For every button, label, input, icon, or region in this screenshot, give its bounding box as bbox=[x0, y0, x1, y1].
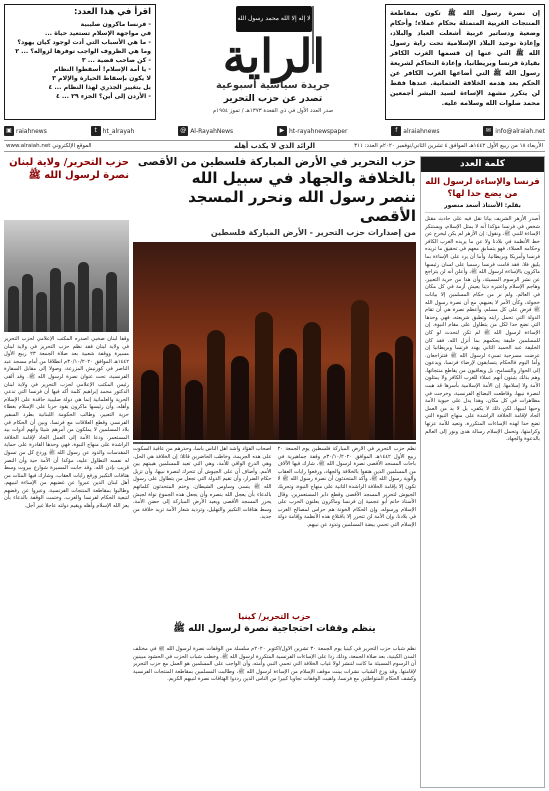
secondary-title[interactable]: ينظم وقفات احتجاجية نصرة لرسول الله ﷺ bbox=[173, 623, 376, 634]
contents-title: اقرأ في هذا العدد: bbox=[73, 7, 151, 17]
crowd-figure bbox=[185, 380, 203, 440]
crowd-figure bbox=[8, 286, 19, 332]
contents-item[interactable]: وما هي الظروف الواجب توفرها لزواله؟ ... ٢ bbox=[15, 48, 151, 55]
motto: الرائد الذي لا يكذب أهله bbox=[233, 142, 316, 150]
crowd-figure bbox=[78, 262, 89, 332]
contents-item[interactable]: - يا أمة الإسلام! أسقطوا النظام bbox=[53, 66, 151, 73]
logo-wordmark: الراية bbox=[222, 29, 326, 83]
crowd-figure bbox=[395, 336, 413, 440]
contents-item[interactable]: لا يكون بإسقاط الحيارة والإلام ٣ bbox=[52, 75, 151, 82]
masthead bbox=[4, 4, 545, 120]
contents-item[interactable]: - فرنسا ماكرون صليبية bbox=[80, 21, 151, 28]
issue-info-bar bbox=[4, 140, 545, 152]
crowd-figure bbox=[303, 322, 321, 440]
main-headline-line1[interactable]: بالخلافة والجهاد في سبيل الله bbox=[191, 169, 416, 187]
editorial-header: كلمة العدد bbox=[421, 157, 544, 172]
social-bar bbox=[4, 124, 545, 138]
crowd-figure bbox=[279, 348, 297, 440]
youtube-icon: ▶ bbox=[277, 126, 287, 136]
main-story-photo bbox=[133, 242, 416, 440]
editorial-title[interactable]: فرنسا والإساءة لرسول الله من يضع حدا لها؟ bbox=[425, 177, 540, 199]
social-label: ht-rayahnewspaper bbox=[288, 127, 348, 135]
social-link[interactable] bbox=[4, 126, 47, 136]
editorial-body: أصدر الأزهر الشريف بيانا نقل فيه على حادث مقتل شخص في فرنسا مؤكدا أنه لا يمثل الإسلام، ويستنكر الإساءة للنبي ﷺ، ونقول: إن الأزهر لم يكن ليخرج عن خط الأنظمة في بلادنا ولا عن ما يريده الغرب الكافر وحكامه العملاء، فهو يتسابق معهم في تحقيق ما تريده فرنسا وأمريكا وبريطانيا، وأما أن يرد على الإساءة بما يليق فلا. فقد قامت فرنسا رسميا على لسان رئيسها ماكرون بالإساءة لرسول الله ﷺ، وأعلن أنه لن يتراجع عن نشر الرسوم المسيئة، وأن هذا من حرية التعبير، وهاجم الإسلام واعتبره دينا يعيش أزمة في كل مكان في العالم. ولم نر من حكام المسلمين إلا بيانات خجولة، وكأن الأمر لا يعنيهم، مع أن نصرة رسول الله ﷺ فرض على كل مسلم، وأعظم نصرة هي أن تقام الدولة التي تحمل رايته وتطبق شريعته، فهي وحدها التي تضع حدا لكل من يتطاول على مقام النبوة. إن الإساءة لرسول الله ﷺ لم تكن لتحدث لو كان للمسلمين خليفة يحكمهم بما أنزل الله، فقد كان الخليفة عبد الحميد الثاني يهدد فرنسا وبريطانيا إن عرضت مسرحية تسيء لرسول الله ﷺ فتتراجعان. وأما اليوم فالحكام يتسابقون لإرضاء فرنسا، ويدعون إلى الحوار والتسامح، بل ويعاقبون من يقاطع منتجاتها، وهم بذلك يثبتون أنهم عملاء للغرب الكافر ولا يمثلون الأمة ولا إسلامها. إن الأمة الإسلامية بأسرها قد هبت لنصرة نبيها، وقاطعت البضائع الفرنسية، وخرجت في مظاهرات في كل مكان، وهذا يدل على حيوية الأمة وحبها لنبيها، لكن ذلك لا يكفي، بل لا بد من العمل الجاد لإقامة الخلافة الراشدة على منهاج النبوة التي تضع حدا لهذه الإساءات المتكررة، وتعيد للأمة عزتها وكرامتها، وتحمل الإسلام رسالة هدى ونور إلى العالم بالدعوة والجهاد. bbox=[425, 216, 540, 443]
secondary-headline bbox=[133, 612, 416, 636]
crowd-figure bbox=[163, 344, 181, 440]
social-label: Al-RayahNews bbox=[190, 127, 234, 135]
lebanon-story bbox=[4, 156, 129, 788]
contents-box bbox=[4, 4, 156, 120]
crowd-figure bbox=[207, 330, 225, 440]
main-story bbox=[133, 156, 416, 788]
twitter-icon: t bbox=[91, 126, 101, 136]
social-label: info@alraiah.net bbox=[495, 127, 545, 135]
social-label: raiahnews bbox=[16, 127, 47, 135]
crowd-figure bbox=[50, 268, 61, 332]
crowd-figure bbox=[327, 364, 345, 440]
secondary-kicker: حزب التحرير/ كينيا bbox=[238, 612, 311, 621]
crowd-figure bbox=[36, 292, 47, 332]
lebanon-headline[interactable]: حزب التحرير/ ولاية لبنان نصرة لرسول الله ﷺ bbox=[9, 157, 129, 181]
crowd-figure bbox=[106, 272, 117, 332]
main-headline-kicker: حزب التحرير في الأرض المباركة فلسطين من الأقصى bbox=[137, 156, 416, 168]
contents-item[interactable]: - ما هي الأسباب التي أدت لوجود كيان يهود؟ bbox=[17, 39, 151, 46]
social-link[interactable] bbox=[91, 126, 135, 136]
call-text: إن نصرة رسول الله ﷺ تكون بمقاطعة المنتجات الغربية المتمثلة بحكام عملاء؛ وأحكام وضعية ودساتير غربية أشعلت العباد والبلاد، وإعادة توحيد البلاد الإسلامية تحت راية رسول الله ﷺ التي عنها إن قسمها الغرب الكافر بقيادة فرنسا وبريطانيا، وإعادة التحاكم لشريعة رسول الله ﷺ التي أضاعها الغرب الكافر عن الحكم بعد هدمه الخلافة العثمانية. عندها فقط لن يتكرر مشهد الإساءة لسيد البشر أجمعين محمد صلوات الله وسلامه عليه. bbox=[390, 9, 540, 107]
facebook-icon: f bbox=[391, 126, 401, 136]
newspaper-logo bbox=[164, 4, 382, 120]
photo-divider bbox=[133, 442, 416, 444]
main-headline-source: من إصدارات حزب التحرير - الأرض المباركة فلسطين bbox=[210, 228, 416, 237]
contents-item[interactable]: - الأردن إلى أين؟ الجزء ٢٩ ... ٤ bbox=[55, 93, 151, 100]
crowd-figure bbox=[351, 300, 369, 440]
story-column-right: نظم حزب التحرير في الأرض المباركة فلسطين يوم الجمعة ٢٠ ربيع الأول ١٤٤٢هـ الموافق ٣٠/١٠/٢٠٢٠م وقفة جماهيرية في باحات المسجد الأقصى نصرة لرسول الله ﷺ، شارك فيها الآلاف من المسلمين الذين هتفوا بالخلافة والجهاد، ورفعوا رايات العقاب وألوية رسول الله ﷺ، وأكد المتحدثون أن نصرة رسول الله ﷺ لا تكون إلا بإقامة الخلافة الراشدة الثانية على منهاج النبوة، وتحريك الجيوش لتحرير المسجد الأقصى وقطع دابر المستعمرين. وقال الأستاذ حاتم أبو عجمية إن فرنسا وماكرون يعلنون الحرب على الإسلام ورسوله، وإن الحكام الخونة هم حراس لمصالح الغرب في بلادنا، وإن الأمة لن تتحرر إلا باقتلاع هذه الأنظمة وإقامة دولة الإسلام التي تحمي بيضة المسلمين وتذود عن نبيهم. bbox=[277, 446, 416, 528]
logo-issuer: تصدر عن حزب التحرير bbox=[223, 94, 323, 104]
crowd-figure bbox=[92, 288, 103, 332]
at-icon: @ bbox=[180, 127, 187, 134]
logo-founding-date: صدر العدد الأول في ذي القعدة ١٣٧٣هـ / تموز ١٩٥٤م bbox=[212, 108, 334, 114]
crowd-figure bbox=[141, 370, 159, 440]
crowd-figure bbox=[64, 282, 75, 332]
contents-item[interactable]: - كن صاحب قضية ... ٣ bbox=[81, 57, 151, 64]
crowd-figure bbox=[231, 356, 249, 440]
square-icon: ▣ bbox=[4, 126, 14, 136]
editorial-author: بقلم: الأستاذ أسعد منصور bbox=[425, 202, 540, 213]
contents-list bbox=[9, 20, 151, 101]
main-headline-line2[interactable]: ننصر رسول الله ونحرر المسجد الأقصى bbox=[188, 188, 416, 225]
secondary-story-body: نظم شباب حزب التحرير في كينيا يوم الجمعة ٣٠ تشرين الأول/أكتوبر ٢٠٢٠م سلسلة من الوقفات نصرة لرسول الله ﷺ في مختلف المدن الكينية، بعد صلاة الجمعة، وذلك ردا على الإساءات الفرنسية المتكررة لرسول الله ﷺ. وخطب شباب الحزب في الحشود مبينين أن الرسوم المسيئة ما كانت لتنشر لولا غياب الخلافة التي تحمي النبي وأمته، وأن الواجب على المسلمين هو العمل مع حزب التحرير لإقامتها. وقد وزع الشباب نشرات بينت موقف الإسلام من الإساءة لرسول الله ﷺ، وطالبت المسلمين بمقاطعة المنتجات الفرنسية وكشف الحكام المتواطئين مع فرنسا، ولقيت الوقفات تجاوبا كبيرا من الناس الذين رددوا الهتافات نصرة لنبيهم الكريم. bbox=[133, 646, 416, 683]
social-label: alraiahnews bbox=[403, 127, 440, 135]
lebanon-story-body: وقفا لبنان صخبي أصدره المكتب الإعلامي لحزب التحرير في ولاية لبنان فقد نظم حزب التحرير في ولاية لبنان مسيرة ووقفة شعبية بعد صلاة الجمعة ٢٣ ربيع الأول ١٤٤٢هـ الموافق ٣٠/١٠/٢٠٢٠م انطلاقا من أمام مسجد عبد الناصر في كورنيش المزرعة، وصولا إلى مقابل السفارة الفرنسية، تحت عنوان نصرة لرسول الله ﷺ. وقد ألقى رئيس المكتب الإعلامي لحزب التحرير في ولاية لبنان الدكتور محمد إبراهيم كلمة أكد فيها أن فرنسا التي تدعي الحرية والعلمانية إنما هي دولة صليبية حاقدة على الإسلام وأهله، وأن رئيسها ماكرون يقود حربا على الإسلام بغطاء حرية التعبير، وطالب الحكومة اللبنانية بطرد السفير الفرنسي وقطع العلاقات مع فرنسا، وبين أن الحكام في بلاد المسلمين لا يملكون من أمرهم شيئا وأنهم أدوات بيد المستعمر. ودعا الأمة إلى العمل الجاد لإقامة الخلافة الراشدة على منهاج النبوة، فهي وحدها القادرة على حماية المقدسات والذود عن رسول الله ﷺ وردع كل من تسول له نفسه التطاول عليه، مؤكدا أن الأمة حية وأن النصر قريب بإذن الله. وقد جابت المسيرة شوارع بيروت وسط هتافات التكبير ورفع رايات العقاب، وشارك فيها المئات من أهل لبنان الذين عبروا عن غضبهم من الإساءة لنبيهم، وطالبوا بمقاطعة المنتجات الفرنسية، وعبروا عن رفضهم لتبعية الحكام لفرنسا والغرب، وختمت الوقفة بالدعاء بأن يعز الله الإسلام وأهله ويقيم دولته عاجلا غير آجل. bbox=[4, 336, 129, 510]
call-box bbox=[385, 4, 545, 120]
story-column-left: أصحاب الفؤاد وأشد أهل الناس بأسا، وحذرهم من عاقبة السكوت على هذه الجريمة، وخاطب الحاضرين قائلا: إن الخلافة هي الحل، وهي الدرع الواقي للأمة، وهي التي تعيد للمسلمين هيبتهم بين الأمم. وأضاف أن على الجيوش أن تتحرك لنصرة نبيها، وأن تزيل حكام الضرار، وأن تقيم الدولة التي تجعل من يتطاول على رسول الله ﷺ ينسى وساوس الشيطان. وختم المتحدثون كلماتهم بالدعاء بأن يعجل الله بنصره وأن يجعل هذه الجموع نواة لجيش يحرر المسجد الأقصى ويعيد الأرض المباركة إلى حضن الأمة، وسط هتافات التكبير والتهليل، وترديد شعار الأمة تريد خلافة من جديد. bbox=[133, 446, 272, 521]
crowd-figure bbox=[375, 352, 393, 440]
crowd-figure bbox=[22, 274, 33, 332]
flag-text: لا إله إلا الله محمد رسول الله bbox=[237, 15, 311, 22]
issue-date: الأربعاء ١٨ من ربيع الأول ١٤٤٢هـ الموافق ٤ تشرين الثاني/نوفمبر ٢٠٢٠م العدد: ٣١١ bbox=[354, 143, 543, 149]
editorial-column bbox=[420, 156, 545, 788]
lebanon-photo bbox=[4, 220, 129, 332]
social-label: ht_alrayah bbox=[102, 127, 135, 135]
social-link[interactable] bbox=[277, 126, 347, 136]
contents-item[interactable]: في مواجهة الإسلام تستعيد حياة ... bbox=[44, 30, 151, 37]
social-link[interactable] bbox=[483, 126, 545, 136]
logo-subtitle: جريدة سياسية أسبوعية bbox=[215, 80, 331, 91]
crowd-figure bbox=[255, 312, 273, 440]
contents-item[interactable]: بل بتغيير الجذري لهذا النظام ... ٤ bbox=[48, 84, 151, 91]
mail-icon: ✉ bbox=[483, 126, 493, 136]
social-link[interactable] bbox=[391, 126, 439, 136]
social-link[interactable] bbox=[178, 126, 233, 136]
website-link[interactable]: www.alraiah.net الموقع الإلكتروني bbox=[6, 143, 92, 149]
main-story-body bbox=[133, 446, 416, 608]
